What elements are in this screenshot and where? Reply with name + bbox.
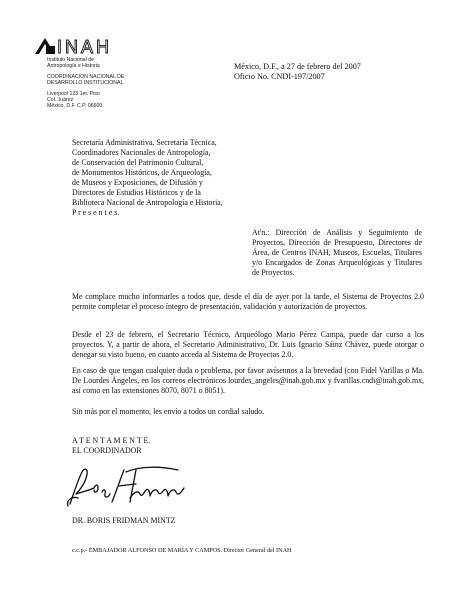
body-paragraph: Me complace mucho informarles a todos que, desde el día de ayer por la tarde, el Sistema de Proyectos 2.0 permite completar el proceso íntegro de presentación, validación y autorización de proyectos.	[72, 292, 424, 311]
attention-block: At'n.: Dirección de Análisis y Seguimiento de Proyectos, Dirección de Presupuesto, Directores de Área, de Centros INAH, Museos, Escuelas, Titulares y/o Encargados de Zonas Arqueológicas y Titulares de Proyectos.	[252, 228, 422, 277]
office-line: DESARROLLO INSTITUCIONAL	[47, 80, 124, 87]
addressee-line: Secretaría Administrativa, Secretaría Técnica,	[72, 138, 217, 147]
dateline	[234, 62, 361, 82]
closing-block	[72, 436, 150, 456]
addressee-line: Coordinadores Nacionales de Antropología,	[72, 148, 211, 157]
addressee-line: Biblioteca Nacional de Antropología e Historia,	[72, 198, 223, 207]
office-number: Oficio No. CNDI-197/2007	[234, 71, 325, 81]
body-paragraph: En caso de que tengan cualquier duda o problema, por favor avísennos a la brevedad (con Fidel Varillas o Ma. De Lourdes Ángeles, en los correos electrónicos lourdes_angeles@inah.gob.mx y fvarillas.cndi@inah.gob.mx, así como en las extensiones 8070, 8071 o 8051).	[72, 366, 424, 395]
letter-date: México, D.F., a 27 de febrero del 2007	[234, 62, 361, 71]
address-line: México, D.F. C.P. 06600	[47, 103, 103, 110]
address-line: Col. Juárez	[47, 97, 74, 104]
address-line: Liverpool 123 1er. Piso	[47, 90, 100, 97]
signer-name: DR. BORIS FRIDMAN MINTZ	[72, 516, 176, 525]
office-line: COORDINACION NACIONAL DE	[47, 73, 125, 80]
letterhead-block	[47, 57, 124, 110]
addressee-block	[72, 138, 272, 218]
closing-salutation: A T E N T A M E N T E.	[72, 436, 151, 445]
addressee-line: Directores de Estudios Históricos y de la	[72, 188, 201, 197]
carbon-copy-line: c.c.p.- EMBAJADOR ALFONSO DE MARÍA Y CAMPOS. Director General del INAH	[72, 547, 292, 554]
body-paragraph: Desde el 23 de febrero, el Secretario Técnico, Arqueólogo Mario Pérez Campa, puede dar curso a los proyectos. Y, a partir de ahora, el Secretario Administrativo, Dr. Luis Ignacio Sáinz Chávez, puede otorgar o denegar su visto bueno, en cuanto acceda al Sistema de Proyectos 2.0.	[72, 330, 424, 359]
addressee-line: de Monumentos Históricos, de Arqueología,	[72, 168, 212, 177]
institute-line: Antropología e Historia	[47, 63, 100, 70]
addressee-line: P r e s e n t e s.	[72, 208, 120, 217]
handwritten-signature	[60, 462, 190, 512]
addressee-line: de Conservación del Patrimonio Cultural,	[72, 158, 204, 167]
closing-title: EL COORDINADOR	[72, 446, 142, 455]
inah-logo-text: INAH	[57, 37, 113, 56]
addressee-line: de Museos y Exposiciones, de Difusión y	[72, 178, 203, 187]
inah-logo-mark	[35, 38, 55, 54]
body-paragraph: Sin más por el momento, les envío a todos un cordial saludo.	[72, 407, 265, 416]
institute-line: Instituto Nacional de	[47, 57, 95, 63]
inah-logo	[33, 36, 153, 56]
